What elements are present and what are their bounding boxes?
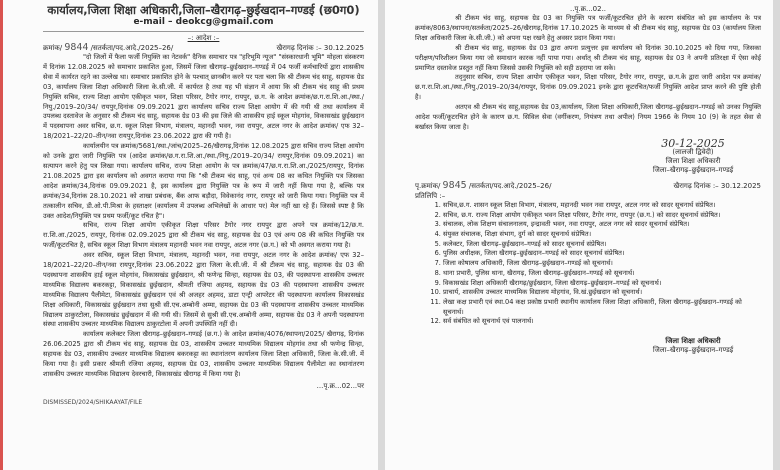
office-header: कार्यालय,जिला शिक्षा अधिकारी,जिला–खैरागढ़–छुईखदान–गण्डई (छ0ग0) xyxy=(47,3,360,17)
copy-date: खैरागढ़ दिनांक :– 30.12.2025 xyxy=(673,181,761,190)
paragraph: "दो जिलों में फैला फर्जी नियुक्ति का नेटवर्क" दैनिक समाचार पत्र "हरिभूमि न्यूज" "संस्कारधानी भूमि" मोहला संस्करण में दिनांक 12.08.2025 को समाचार प्रकाशित हुआ, जिसमें जिला खैरागढ़–छुईखदान–गण्डई में 04 फर्जी कर्मचारियों द्वारा शासकीय सेवा में कार्यरत रहने का उल्लेख था। समाचार प्रकाशित होने के पश्चात् छानबीन करने पर पता चला कि श्री टीकम चंद साहू, सहायक ग्रेड 03, कार्यालय जिला शिक्षा अधिकारी जिला के.सी.जी. में कार्यरत है तथा यह भी संज्ञान में आया कि श्री टीकम चंद साहू की प्रथम नियुक्ति सचिव, राज्य शिक्षा आयोग एकीकृत भवन, शिक्षा परिसर, टैगोर नगर, रायपुर, छ.ग. के आदेश क्रमांक/छ.ग.रा.शि.आ./स्था./नियु./2019–20/34/ रायपुर,दिनांक 09.09.2021 द्वारा कार्यालय सचिव राज्य शिक्षा आयोग में की गयी थी तथा कार्यालय में उपलब्ध दस्तावेज के अनुसार श्री टीकम चंद साहू, सहायक ग्रेड 03 की इस जिले की शासकीय हाई स्कूल मोहगांव, विकासखंड छुईखदान में पदस्थापना अवर सचिव, छ.ग. स्कूल शिक्षा विभाग, मंत्रालय, महानदी भवन, नवा रायपुर, अटल नगर के आदेश क्रमांक/ एफ 32–18/2021–22/20–तीन/नवा रायपुर,दिनांक 23.06.2022 द्वारा की गयी है। xyxy=(43,53,364,141)
list-item: 3. संचालक, लोक शिक्षण संचालनालय, इन्द्रावती भवन, नवा रायपुर, अटल नगर को सादर सूचनार्थ संप्रेषित। xyxy=(443,220,761,230)
continued-note: ...पृ.क्र...02...पर xyxy=(316,381,364,390)
signatory-name: (लालजी द्विवेदी) xyxy=(672,147,714,156)
order-page-1 xyxy=(0,0,378,470)
list-item: 12. सर्व संबंधित को सूचनार्थ एवं पालनार्थ। xyxy=(443,317,761,327)
footer-district: जिला–खैरागढ़–छुईखदान–गण्डई xyxy=(652,346,734,355)
ref-number: 9844 xyxy=(64,42,89,53)
paragraph: सचिव, राज्य शिक्षा आयोग एकीकृत शिक्षा परिसर टैगोर नगर रायपुर द्वारा अपने पत्र क्रमांक/12/छ.ग. रा.शि.आ./2025, रायपुर, दिनांक 02.09.2025 द्वारा श्री टीकम चंद साहू, सहायक ग्रेड 03 एवं अन्य 08 की कथित नियुक्ति पत्र फर्जी/कूटरचित है, सचिव स्कूल शिक्षा विभाग मंत्रालय महानदी भवन नवा रायपुर, अटल नगर (छ.ग.) को भी अवगत कराया गया है। xyxy=(43,221,364,250)
list-item: 9. विकासखंड शिक्षा अधिकारी खैरागढ़/छुईखदान, जिला खैरागढ़–छुईखदान–गण्डई को सूचनार्थ। xyxy=(443,279,761,289)
signatory-district: जिला–खैरागढ़–छुईखदान–गण्डई xyxy=(652,165,734,174)
copy-reference xyxy=(415,181,761,191)
footer-signature-block xyxy=(625,337,761,355)
footer-title: जिला शिक्षा अधिकारी xyxy=(665,337,721,346)
ref-suffix: /सतर्कता/पद.आदे./2025–26/ xyxy=(90,44,174,52)
copy-label: प्रतिलिपि :– xyxy=(415,191,446,200)
order-reference xyxy=(43,43,364,53)
page-marker: ..पृ.क्र...02.. xyxy=(569,5,607,13)
file-reference: DISMISSED/2024/SHIKAAYAT/FILE xyxy=(43,398,143,406)
copy-ref-number: 9845 xyxy=(442,179,467,191)
order-title: –: आदेश :– xyxy=(187,34,220,42)
copy-ref-suffix: /सतर्कता/पद.आदे./2025–26/ xyxy=(468,181,552,190)
paragraph: कार्यालय कलेक्टर जिला खैरागढ़–छुईखदान–गण्डई (छ.ग.) के आदेश क्रमांक/4076/स्थापना/2025/ खैरागढ़, दिनांक 26.06.2025 द्वारा श्री टीकम चंद साहू, सहायक ग्रेड 03, शासकीय उच्चतर माध्यमिक विद्यालय मोहगांव तथा श्री फणेन्द्र सिन्हा, सहायक ग्रेड 03, शासकीय उच्चतर माध्यमिक विद्यालय बकरकट्टा का स्थानांतरण कार्यालय जिला शिक्षा अधिकारी, जिला के.सी.जी. में किया गया है। इसी प्रकार श्रीमती रजिया अहमद, सहायक ग्रेड 03, शासकीय उच्चतर माध्यमिक विद्यालय पैलीमेटा का स्थानांतरण शासकीय उच्चतर माध्यमिक विद्यालय देवरचारी, विकासखंड खैरागढ़ में किया गया है। xyxy=(43,330,364,378)
header-divider xyxy=(43,31,364,32)
order-page-2 xyxy=(385,0,773,470)
ref-prefix: क्रमांक/ xyxy=(43,44,63,52)
list-item: 1. सचिव,छ.ग. शासन स्कूल शिक्षा विभाग, मंत्रालय, महानदी भवन नवा रायपुर, अटल नगर को सादर सूचनार्थ संप्रेषित। xyxy=(443,201,761,211)
signature-date: 30-12-2025 xyxy=(661,136,725,150)
office-email: e-mail – deokcg@gmail.com xyxy=(133,17,274,27)
list-item: 11. लेखा कक्ष प्रभारी एवं स्था.04 कक्ष प्रकोष्ठ प्रभारी स्थानीय कार्यालय जिला शिक्षा अधिकारी, जिला खैरागढ़–छुईखदान–गण्डई को सूचनार्थ। xyxy=(443,298,761,317)
list-item: 5. कलेक्टर, जिला खैरागढ़–छुईखदान–गण्डई को सादर सूचनार्थ संप्रेषित। xyxy=(443,240,761,250)
paragraph: श्री टीकम चंद साहू, सहायक ग्रेड 03 का नियुक्ति पत्र फर्जी/कूटरचित होने के कारण संबंधित को इस कार्यालय के पत्र क्रमांक/8063/स्थापना/सतर्कता/2025–26/खैरागढ़,दिनांक 17.10.2025 के माध्यम से श्री टीकम चंद साहू, सहायक ग्रेड 03 (कार्यालय जिला शिक्षा अधिकारी जिला के.सी.जी.) को अपना पक्ष रखने हेतु अवसर प्रदान किया गया। xyxy=(415,14,761,42)
list-item: 4. संयुक्त संचालक, शिक्षा संभाग, दुर्ग को सादर सूचनार्थ संप्रेषित। xyxy=(443,230,761,240)
paragraph: कार्यालयीन पत्र क्रमांक/5681/स्था./जांच/2025–26/खैरागढ़,दिनांक 12.08.2025 द्वारा सचिव राज्य शिक्षा आयोग को उनके द्वारा जारी नियुक्ति पत्र (आदेश क्रमांक/छ.ग.रा.शि.आ./स्था./नियु./2019–20/34/ रायपुर,दिनांक 09.09.2021) का सत्यापन करने हेतु पत्र लिखा गया। कार्यालय सचिव, राज्य शिक्षा आयोग के पत्र क्रमांक/47/छ.ग.रा.शि.आ./2025/रायपुर, दिनांक 21.08.2025 द्वारा इस कार्यालय को अवगत कराया गया कि "श्री टीकम चंद साहू, एवं अन्य 08 का कथित नियुक्ति पत्र जिसका आदेश क्रमांक/34,दिनांक 09.09.2021 है, इस कार्यालय द्वारा नियुक्ति पत्र के रूप में जारी नहीं किया गया है, बल्कि पत्र क्रमांक/34,दिनांक 28.10.2021 को शाखा प्रबंधक, बैंक आफ बड़ौदा, विवेकानंद नगर, रायपुर को जारी किया गया। नियुक्ति पत्र में तत्कालीन सचिव, डी.ओ.पी.मिश्रा के हस्ताक्षर (कार्यालय में उपलब्ध अभिलेखों के आधार पर) मेल नहीं खा रहे हैं। जिससे स्पष्ट है कि उक्त आदेश/नियुक्ति पत्र प्रथम फर्जी/कूट रचित है"। xyxy=(43,142,364,220)
list-item: 6. पुलिस अधीक्षक, जिला खैरागढ़–छुईखदान–गण्डई को सादर सूचनार्थ संप्रेषित। xyxy=(443,249,761,259)
copy-ref-prefix: पृ.क्रमांक/ xyxy=(415,181,441,190)
list-item: 2. सचिव, छ.ग. राज्य शिक्षा आयोग एकीकृत भवन शिक्षा परिसर, टैगोर नगर, रायपुर (छ.ग.) को सादर सूचनार्थ संप्रेषित। xyxy=(443,211,761,221)
copy-list xyxy=(415,201,761,327)
paragraph: तद्नुसार सचिव, राज्य शिक्षा आयोग एकीकृत भवन, शिक्षा परिसर, टैगोर नगर, रायपुर, छ.ग.के द्वारा जारी आदेश पत्र क्रमांक/छ.ग.रा.शि.आ./स्था./नियु./2019–20/34/रायपुर, दिनांक 09.09.2021 इनके द्वारा कूटरचित/फर्जी नियुक्ति आदेश प्राप्त करने की पुष्टि होती है। xyxy=(415,73,761,102)
paragraph: अवर सचिव, स्कूल शिक्षा विभाग, मंत्रालय, महानदी भवन, नवा रायपुर, अटल नगर के आदेश क्रमांक/ एफ 32–18/2021–22/20–तीन/नवा रायपुर,दिनांक 23.06.2022 द्वारा जिला के.सी.जी. में श्री टीकम चंद साहू, सहायक ग्रेड 03 की पदस्थापना शासकीय हाई स्कूल मोहगांव, विकासखंड छुईखदान, श्री फणेन्द्र सिन्हा, सहायक ग्रेड 03, की पदस्थापना शासकीय उच्चतर माध्यमिक विद्यालय बकरकट्टा, विकासखंड छुईखदान, श्रीमती रजिया अहमद, सहायक ग्रेड 03 की पदस्थापना शासकीय उच्चतर माध्यमिक विद्यालय पैलीमेटा, विकासखंड छुईखदान एवं श्री अजहर अहमद, डाटा एन्ट्री आपरेटर की पदस्थापना कार्यालय विकासखंड शिक्षा अधिकारी, विकासखंड छुईखदान तथा सुश्री सी.एच.अम्बोनी अम्मा, सहायक ग्रेड 03 की पदस्थापना शासकीय उच्चतर माध्यमिक विद्यालय ठाकुरटोला, विकासखंड छुईखदान में की गयी थी। जिसमें से सुश्री सी.एच.अम्बोनी अम्मा, सहायक ग्रेड 03 ने अपनी पदस्थापना संस्था शासकीय उच्चतर माध्यमिक विद्यालय ठाकुरटोला में अपनी उपस्थिति नहीं दी। xyxy=(43,251,364,329)
list-item: 8. थाना प्रभारी, पुलिस थाना, खैरागढ़, जिला खैरागढ़–छुईखदान–गण्डई को सूचनार्थ। xyxy=(443,269,761,279)
signatory-title: जिला शिक्षा अधिकारी xyxy=(665,156,721,165)
signature-block xyxy=(625,136,761,175)
paragraph: अतएव श्री टीकम चंद साहू,सहायक ग्रेड 03,कार्यालय, जिला शिक्षा अधिकारी,जिला खैरागढ़–छुईखदान–गण्डई को उनका नियुक्ति आदेश फर्जी/कूटरचित होने के कारण छ.ग. सिविल सेवा (वर्गीकरण, नियंत्रण तथा अपील) नियम 1966 के नियम 10 (9) के तहत सेवा से बर्खास्त किया जाता है। xyxy=(415,103,761,131)
list-item: 7. जिला कोषालय अधिकारी, जिला खैरागढ़–छुईखदान–गण्डई को सूचनार्थ। xyxy=(443,259,761,269)
list-item: 10. प्राचार्य, शासकीय उच्चतर माध्यमिक विद्यालय मोहगांव, वि.खं.छुईखदान को सूचनार्थ। xyxy=(443,288,761,298)
order-date: खैरागढ़ दिनांक :– 30.12.2025 xyxy=(276,44,364,52)
paragraph: श्री टीकम चंद साहू, सहायक ग्रेड 03 द्वारा अपना प्रत्युत्तर इस कार्यालय को दिनांक 30.10.2025 को दिया गया, जिसका परीक्षण/परिशीलन किया गया जो समाधान कारक नहीं पाया गया। अर्थात् श्री टीकम चंद साहू, सहायक ग्रेड 03 ने अपनी प्रतिरक्षा में ऐसा कोई प्रमाणित दस्तावेज प्रस्तुत नहीं किया जिससे उसकी नियुक्ति को सही ठहराया जा सके। xyxy=(415,43,761,72)
